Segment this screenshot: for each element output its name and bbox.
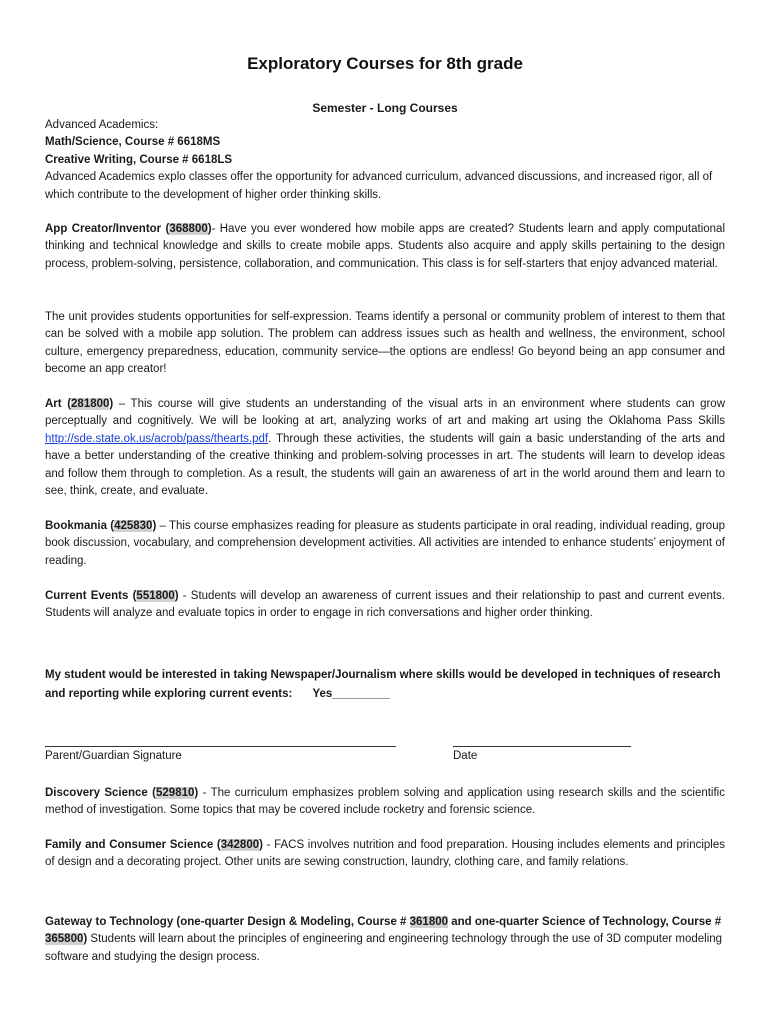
app-creator-section: App Creator/Inventor (368800)- Have you ever wondered how mobile apps are created? Students learn and apply computational thinking and technical knowledge and skills to create mobile apps. Students also acquire and apply skills pertaining to the design process, problem-solving, persistence, collaboration, and communication. This class is for self-starters that enjoy advanced material. <box>45 223 726 270</box>
advanced-creative-writing-line: Creative Writing, Course # 6618LS <box>45 153 233 166</box>
page-title: Exploratory Courses for 8th grade <box>247 54 523 73</box>
advanced-academics-heading: Advanced Academics: <box>45 119 159 131</box>
gateway-name-part1: Gateway to Technology (one-quarter Design & Modeling, Course # <box>45 916 410 928</box>
app-creator-name: App Creator/Inventor <box>45 223 162 235</box>
advanced-math-science-line: Math/Science, Course # 6618MS <box>45 136 221 149</box>
discovery-science-description: - The curriculum emphasizes problem solving and application using research skills and the scientific method of investigation. Some topics that may be covered include rocketry and forensic science. <box>45 787 725 817</box>
journalism-statement-text: My student would be interested in taking Newspaper/Journalism where skills would be developed in techniques of research and reporting while exploring current events: <box>45 669 721 700</box>
current-events-name: Current Events <box>45 590 129 602</box>
gateway-description: Students will learn about the principles of engineering and engineering technology through the use of 3D computer modeling software and studying the design process. <box>45 933 723 963</box>
bookmania-description: – This course emphasizes reading for pleasure as students participate in oral reading, individual reading, group book discussion, vocabulary, and comprehension development activities. All activities are intended to enhance students’ enjoyment of reading. <box>45 520 725 567</box>
gateway-technology-section: Gateway to Technology (one-quarter Design & Modeling, Course # 361800 and one-quarter Science of Technology, Course # 365800) Students will learn about the principles of engineering and engineering technology through the use of 3D computer modeling software and studying the design process. <box>45 916 723 963</box>
gateway-science-code: 365800 <box>45 933 84 946</box>
discovery-science-code: 529810 <box>156 787 195 799</box>
facs-code: 342800 <box>220 839 260 851</box>
parent-signature-label: Parent/Guardian Signature <box>45 750 182 762</box>
current-events-description: - Students will develop an awareness of current issues and their relationship to past and current events. Students will analyze and evaluate topics in order to engage in rich conversations and higher order thinking. <box>45 590 725 620</box>
discovery-science-name: Discovery Science <box>45 787 148 799</box>
journalism-yes-field[interactable]: Yes_________ <box>312 688 390 700</box>
advanced-academics-section <box>45 117 725 204</box>
advanced-academics-description: Advanced Academics explo classes offer the opportunity for advanced curriculum, advanced discussions, and increased rigor, all of which contribute to the development of higher order thinking skills. <box>45 171 713 201</box>
app-creator-unit-paragraph: The unit provides students opportunities for self-expression. Teams identify a personal or community problem of interest to them that can be solved with a mobile app solution. The problem can address issues such as health and wellness, the environment, school culture, emergency preparedness, education, community service—the options are endless! Go beyond being an app consumer and become an app creator! <box>45 311 725 376</box>
current-events-code: 551800 <box>136 590 175 602</box>
app-creator-code: 368800 <box>169 223 208 235</box>
art-description-part2: . Through these activities, the students will gain a basic understanding of the arts and have a better understanding of the creative thinking and problem-solving processes in art. The students will learn to develop ideas and follow them through to completion. As a result, the students will gain an awareness of art in the world around them and learn to see, think, create, and evaluate. <box>45 432 725 498</box>
art-section: Art (281800) – This course will give students an understanding of the visual arts in an environment where students can grow perceptually and cognitively. We will be looking at art, analyzing works of art and making art using the Oklahoma Pass Skills http://sde.state.ok.us/acrob/pass/thearts.pdf. Through these activities, the students will gain a basic understanding of the arts and have a better understanding of the creative thinking and problem-solving processes in art. The students will learn to develop ideas and follow them through to completion. As a result, the students will gain an awareness of art in the world around them and learn to see, think, create, and evaluate. <box>45 398 725 498</box>
gateway-name-part2: and one-quarter Science of Technology, Course # <box>448 916 722 928</box>
oklahoma-pass-skills-link[interactable]: http://sde.state.ok.us/acrob/pass/thearts.pdf <box>45 432 269 445</box>
journalism-interest-statement <box>45 666 725 704</box>
bookmania-section: Bookmania (425830) – This course emphasizes reading for pleasure as students participate in oral reading, individual reading, group book discussion, vocabulary, and comprehension development activities. All activities are intended to enhance students’ enjoyment of reading. <box>45 520 725 567</box>
current-events-section: Current Events (551800) - Students will develop an awareness of current issues and their relationship to past and current events. Students will analyze and evaluate topics in order to engage in rich conversations and higher order thinking. <box>45 590 725 620</box>
parent-signature-line[interactable] <box>45 746 396 747</box>
art-code: 281800 <box>71 398 110 410</box>
facs-name: Family and Consumer Science <box>45 839 214 851</box>
date-line[interactable] <box>453 746 631 747</box>
bookmania-name: Bookmania <box>45 520 107 532</box>
date-label: Date <box>453 750 478 762</box>
gateway-design-code: 361800 <box>409 916 449 928</box>
art-name: Art <box>45 398 62 410</box>
art-description-part1: – This course will give students an understanding of the visual arts in an environment where students can grow perceptually and cognitively. We will be looking at art, analyzing works of art and making art using the Oklahoma Pass Skills <box>45 398 725 428</box>
facs-description: - FACS involves nutrition and food preparation. Housing includes elements and principles of design and a decorating project. Other units are sewing construction, laundry, clothing care, and family relations. <box>45 839 725 869</box>
bookmania-code: 425830 <box>114 520 153 532</box>
app-creator-description: - Have you ever wondered how mobile apps are created? Students learn and apply computational thinking and technical knowledge and skills to create mobile apps. Students also acquire and apply skills pertaining to the design process, problem-solving, persistence, collaboration, and communication. This class is for self-starters that enjoy advanced material. <box>45 223 726 270</box>
facs-section: Family and Consumer Science (342800) - FACS involves nutrition and food preparation. Housing includes elements and principles of design and a decorating project. Other units are sewing construction, laundry, clothing care, and family relations. <box>45 839 725 869</box>
page-subtitle: Semester - Long Courses <box>312 101 458 115</box>
discovery-science-section: Discovery Science (529810) - The curriculum emphasizes problem solving and application using research skills and the scientific method of investigation. Some topics that may be covered include rocketry and forensic science. <box>45 787 725 817</box>
